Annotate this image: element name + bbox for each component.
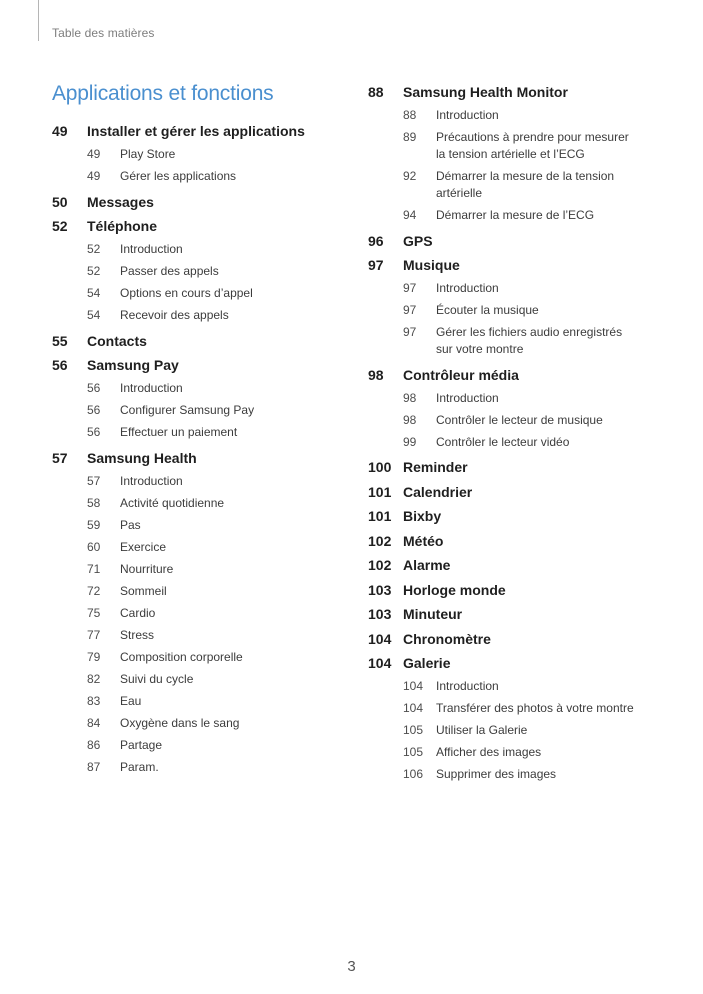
toc-subentry-link[interactable] bbox=[52, 422, 342, 444]
toc-subentry-link[interactable] bbox=[52, 378, 342, 400]
chapter-page-number: 88 bbox=[368, 84, 384, 100]
subentry-title: Supprimer des images bbox=[436, 767, 557, 781]
toc-chapter-link[interactable] bbox=[368, 363, 668, 388]
subentry-title: Eau bbox=[120, 693, 142, 708]
toc-subentry-link[interactable] bbox=[52, 668, 342, 690]
subentry-title: Contrôler le lecteur de musique bbox=[436, 412, 603, 427]
subentry-title: Recevoir des appels bbox=[120, 308, 229, 322]
toc-subentry-link[interactable] bbox=[52, 514, 342, 536]
subentry-title: Suivi du cycle bbox=[120, 671, 194, 686]
subentry-page-number: 83 bbox=[87, 693, 101, 708]
toc-sub-list bbox=[368, 676, 668, 786]
chapter-title: Contrôleur média bbox=[403, 366, 519, 383]
toc-subentry-link[interactable] bbox=[52, 756, 342, 778]
chapter-page-number: 50 bbox=[52, 193, 68, 210]
subentry-page-number: 71 bbox=[87, 561, 101, 576]
toc-subentry-link[interactable] bbox=[368, 742, 668, 764]
subentry-page-number: 94 bbox=[403, 208, 417, 222]
toc-sub-list bbox=[52, 239, 342, 327]
toc-sub-list bbox=[368, 387, 668, 453]
toc-subentry-link[interactable] bbox=[52, 712, 342, 734]
subentry-title: Cardio bbox=[120, 605, 156, 620]
toc-chapter-link[interactable] bbox=[52, 353, 342, 378]
toc-entry bbox=[368, 363, 668, 454]
toc-entry bbox=[368, 504, 668, 529]
chapter-title: Alarme bbox=[403, 557, 451, 573]
chapter-title: Minuteur bbox=[403, 606, 463, 622]
toc-chapter-link[interactable] bbox=[52, 119, 342, 144]
toc-chapter-link[interactable] bbox=[52, 329, 342, 354]
subentry-title: Introduction bbox=[436, 390, 499, 405]
header-label: Table des matières bbox=[52, 26, 155, 40]
toc-entry bbox=[368, 627, 668, 652]
toc-subentry-link[interactable] bbox=[368, 698, 668, 720]
subentry-page-number: 104 bbox=[403, 701, 424, 715]
subentry-title: Passer des appels bbox=[120, 264, 219, 278]
subentry-title: Pas bbox=[120, 517, 141, 532]
subentry-title: Composition corporelle bbox=[120, 649, 243, 664]
subentry-page-number: 88 bbox=[403, 108, 417, 122]
chapter-title: Samsung Pay bbox=[87, 357, 179, 373]
toc-entry bbox=[368, 253, 668, 361]
toc-chapter-link[interactable] bbox=[52, 446, 342, 471]
toc-chapter-link[interactable] bbox=[368, 553, 668, 578]
toc-subentry-link[interactable] bbox=[52, 470, 342, 492]
subentry-page-number: 89 bbox=[403, 130, 417, 144]
toc-subentry-link[interactable] bbox=[368, 676, 668, 698]
toc-chapter-link[interactable] bbox=[368, 627, 668, 652]
toc-subentry-link[interactable] bbox=[368, 409, 668, 431]
toc-subentry-link[interactable] bbox=[368, 205, 668, 227]
header-divider bbox=[38, 0, 39, 41]
subentry-page-number: 105 bbox=[403, 745, 424, 759]
toc-subentry-link[interactable] bbox=[52, 166, 342, 188]
toc-chapter-link[interactable] bbox=[368, 602, 668, 627]
subentry-title: Gérer les applications bbox=[120, 169, 237, 183]
toc-entry bbox=[368, 229, 668, 254]
chapter-title: Installer et gérer les applications bbox=[87, 123, 305, 139]
subentry-title: Introduction bbox=[120, 473, 183, 488]
toc-entry bbox=[368, 578, 668, 603]
chapter-title: Galerie bbox=[403, 655, 451, 671]
toc-entry bbox=[368, 529, 668, 554]
chapter-page-number: 100 bbox=[368, 459, 392, 475]
subentry-title: Play Store bbox=[120, 147, 176, 161]
chapter-page-number: 103 bbox=[368, 581, 392, 598]
toc-subentry-link[interactable] bbox=[368, 105, 668, 127]
subentry-title: Oxygène dans le sang bbox=[120, 715, 240, 730]
subentry-page-number: 75 bbox=[87, 605, 101, 620]
subentry-page-number: 56 bbox=[87, 403, 101, 417]
chapter-title: Samsung Health Monitor bbox=[403, 84, 568, 100]
chapter-title: Météo bbox=[403, 532, 444, 549]
subentry-page-number: 57 bbox=[87, 473, 101, 488]
subentry-page-number: 98 bbox=[403, 390, 417, 405]
toc-subentry-link[interactable] bbox=[52, 144, 342, 166]
toc-chapter-link[interactable] bbox=[368, 529, 668, 554]
toc-entry bbox=[368, 80, 668, 227]
page-number: 3 bbox=[347, 958, 356, 975]
toc-chapter-link[interactable] bbox=[368, 504, 668, 529]
chapter-page-number: 98 bbox=[368, 366, 384, 383]
subentry-page-number: 58 bbox=[87, 495, 101, 510]
subentry-page-number: 54 bbox=[87, 308, 101, 322]
chapter-page-number: 49 bbox=[52, 123, 68, 139]
subentry-page-number: 86 bbox=[87, 737, 101, 752]
subentry-page-number: 105 bbox=[403, 723, 424, 737]
toc-subentry-link[interactable] bbox=[368, 764, 668, 786]
toc-sub-list bbox=[368, 278, 668, 361]
toc-chapter-link[interactable] bbox=[52, 214, 342, 239]
chapter-title: GPS bbox=[403, 232, 433, 249]
subentry-title: Introduction bbox=[436, 679, 499, 693]
chapter-page-number: 101 bbox=[368, 508, 392, 524]
toc-chapter-link[interactable] bbox=[368, 80, 668, 105]
toc-chapter-link[interactable] bbox=[368, 229, 668, 254]
chapter-page-number: 52 bbox=[52, 218, 68, 234]
toc-entry bbox=[368, 602, 668, 627]
subentry-title: Partage bbox=[120, 737, 163, 752]
subentry-page-number: 97 bbox=[403, 325, 417, 339]
toc-subentry-link[interactable] bbox=[52, 400, 342, 422]
chapter-page-number: 101 bbox=[368, 483, 392, 500]
toc-chapter-link[interactable] bbox=[368, 455, 668, 480]
chapter-page-number: 55 bbox=[52, 332, 68, 349]
subentry-page-number: 72 bbox=[87, 583, 101, 598]
subentry-page-number: 52 bbox=[87, 242, 101, 256]
toc-sub-list bbox=[52, 378, 342, 444]
toc-subentry-link[interactable] bbox=[52, 283, 342, 305]
toc-entry bbox=[52, 119, 342, 188]
subentry-page-number: 54 bbox=[87, 286, 101, 300]
subentry-title: Introduction bbox=[120, 381, 183, 395]
chapter-title: Musique bbox=[403, 257, 460, 273]
subentry-page-number: 59 bbox=[87, 517, 101, 532]
section-title: Applications et fonctions bbox=[52, 82, 274, 105]
chapter-page-number: 104 bbox=[368, 655, 392, 671]
toc-chapter-link[interactable] bbox=[368, 578, 668, 603]
subentry-page-number: 79 bbox=[87, 649, 101, 664]
subentry-title: Démarrer la mesure de l’ECG bbox=[436, 208, 595, 222]
toc-entry bbox=[52, 329, 342, 354]
subentry-page-number: 92 bbox=[403, 169, 417, 183]
subentry-title: Gérer les fichiers audio enregistrés sur votre montre bbox=[436, 325, 623, 356]
subentry-page-number: 60 bbox=[87, 539, 101, 554]
chapter-title: Téléphone bbox=[87, 218, 158, 234]
subentry-title: Nourriture bbox=[120, 561, 174, 576]
subentry-title: Utiliser la Galerie bbox=[436, 723, 528, 737]
chapter-page-number: 97 bbox=[368, 257, 384, 273]
toc-subentry-link[interactable] bbox=[368, 387, 668, 409]
subentry-page-number: 97 bbox=[403, 281, 417, 295]
toc-subentry-link[interactable] bbox=[368, 166, 668, 205]
subentry-page-number: 87 bbox=[87, 759, 101, 774]
toc-left-list bbox=[52, 119, 342, 778]
chapter-title: Reminder bbox=[403, 459, 468, 475]
chapter-page-number: 103 bbox=[368, 606, 392, 622]
subentry-title: Stress bbox=[120, 627, 155, 642]
subentry-page-number: 49 bbox=[87, 169, 101, 183]
toc-subentry-link[interactable] bbox=[52, 558, 342, 580]
toc-right-list bbox=[368, 80, 668, 786]
chapter-title: Bixby bbox=[403, 508, 442, 524]
toc-chapter-link[interactable] bbox=[368, 480, 668, 505]
toc-entry bbox=[368, 455, 668, 480]
toc-entry bbox=[52, 214, 342, 327]
toc-subentry-link[interactable] bbox=[52, 239, 342, 261]
toc-subentry-link[interactable] bbox=[368, 300, 668, 322]
chapter-title: Horloge monde bbox=[403, 581, 506, 598]
subentry-page-number: 106 bbox=[403, 767, 424, 781]
subentry-title: Introduction bbox=[436, 108, 499, 122]
toc-subentry-link[interactable] bbox=[368, 720, 668, 742]
subentry-title: Introduction bbox=[436, 281, 499, 295]
subentry-page-number: 77 bbox=[87, 627, 101, 642]
chapter-title: Samsung Health bbox=[87, 449, 197, 466]
subentry-page-number: 52 bbox=[87, 264, 101, 278]
toc-subentry-link[interactable] bbox=[52, 602, 342, 624]
chapter-page-number: 102 bbox=[368, 557, 392, 573]
subentry-title: Sommeil bbox=[120, 583, 167, 598]
chapter-title: Chronomètre bbox=[403, 630, 491, 647]
subentry-title: Param. bbox=[120, 759, 159, 774]
toc-subentry-link[interactable] bbox=[52, 580, 342, 602]
toc-entry bbox=[368, 553, 668, 578]
subentry-page-number: 97 bbox=[403, 303, 417, 317]
toc-entry bbox=[52, 446, 342, 779]
subentry-title: Précautions à prendre pour mesurer la tension artérielle et l’ECG bbox=[436, 130, 629, 161]
subentry-title: Configurer Samsung Pay bbox=[120, 403, 255, 417]
toc-subentry-link[interactable] bbox=[52, 492, 342, 514]
subentry-title: Activité quotidienne bbox=[120, 495, 225, 510]
toc-entry bbox=[52, 353, 342, 444]
subentry-title: Transférer des photos à votre montre bbox=[436, 701, 634, 715]
toc-subentry-link[interactable] bbox=[52, 536, 342, 558]
toc-subentry-link[interactable] bbox=[52, 734, 342, 756]
toc-subentry-link[interactable] bbox=[52, 261, 342, 283]
subentry-page-number: 104 bbox=[403, 679, 424, 693]
toc-subentry-link[interactable] bbox=[52, 624, 342, 646]
toc-subentry-link[interactable] bbox=[52, 646, 342, 668]
subentry-title: Démarrer la mesure de la tension artérielle bbox=[436, 169, 615, 200]
subentry-page-number: 56 bbox=[87, 425, 101, 439]
toc-sub-list bbox=[368, 105, 668, 227]
subentry-page-number: 49 bbox=[87, 147, 101, 161]
toc-subentry-link[interactable] bbox=[52, 305, 342, 327]
chapter-page-number: 57 bbox=[52, 449, 68, 466]
subentry-page-number: 98 bbox=[403, 412, 417, 427]
subentry-page-number: 82 bbox=[87, 671, 101, 686]
subentry-title: Effectuer un paiement bbox=[120, 425, 238, 439]
toc-subentry-link[interactable] bbox=[52, 690, 342, 712]
toc-sub-list bbox=[52, 470, 342, 778]
subentry-title: Contrôler le lecteur vidéo bbox=[436, 434, 570, 449]
toc-sub-list bbox=[52, 144, 342, 188]
subentry-title: Exercice bbox=[120, 539, 167, 554]
toc-entry bbox=[368, 480, 668, 505]
chapter-title: Contacts bbox=[87, 332, 147, 349]
subentry-page-number: 99 bbox=[403, 434, 417, 449]
subentry-title: Options en cours d’appel bbox=[120, 286, 253, 300]
toc-subentry-link[interactable] bbox=[368, 278, 668, 300]
chapter-page-number: 56 bbox=[52, 357, 68, 373]
toc-entry bbox=[52, 190, 342, 215]
toc-chapter-link[interactable] bbox=[52, 190, 342, 215]
chapter-page-number: 102 bbox=[368, 532, 392, 549]
subentry-page-number: 56 bbox=[87, 381, 101, 395]
subentry-title: Introduction bbox=[120, 242, 183, 256]
chapter-page-number: 96 bbox=[368, 232, 384, 249]
subentry-title: Afficher des images bbox=[436, 745, 542, 759]
chapter-page-number: 104 bbox=[368, 630, 392, 647]
chapter-title: Calendrier bbox=[403, 483, 473, 500]
toc-subentry-link[interactable] bbox=[368, 322, 668, 361]
subentry-title: Écouter la musique bbox=[436, 303, 539, 317]
toc-chapter-link[interactable] bbox=[368, 651, 668, 676]
toc-right-column bbox=[368, 80, 668, 788]
toc-subentry-link[interactable] bbox=[368, 127, 668, 166]
toc-left-column bbox=[52, 80, 342, 780]
chapter-title: Messages bbox=[87, 193, 154, 210]
toc-subentry-link[interactable] bbox=[368, 431, 668, 453]
toc-chapter-link[interactable] bbox=[368, 253, 668, 278]
toc-entry bbox=[368, 651, 668, 786]
subentry-page-number: 84 bbox=[87, 715, 101, 730]
